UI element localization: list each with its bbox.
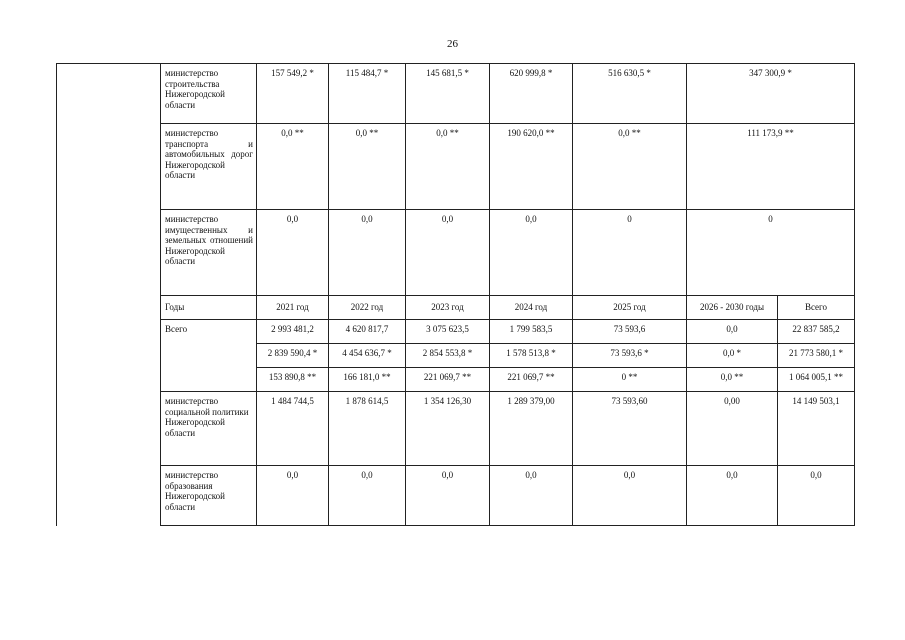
header-2025: 2025 год [573, 296, 687, 320]
header-2024: 2024 год [490, 296, 573, 320]
cell-2021: 0,0 [257, 466, 329, 526]
cell-2022: 166 181,0 ** [329, 368, 406, 392]
cell-total: 22 837 585,2 [778, 320, 855, 344]
cell-2026-2030: 347 300,9 * [687, 64, 855, 124]
cell-2024: 0,0 [490, 466, 573, 526]
cell-2021: 0,0 ** [257, 124, 329, 210]
cell-total: 1 064 005,1 ** [778, 368, 855, 392]
cell-2024: 1 578 513,8 * [490, 344, 573, 368]
cell-2023: 0,0 ** [406, 124, 490, 210]
row-label: министерство имущественных и земельных отношений Нижегородской области [161, 210, 257, 296]
cell-2025: 516 630,5 * [573, 64, 687, 124]
header-2022: 2022 год [329, 296, 406, 320]
cell-2021: 2 839 590,4 * [257, 344, 329, 368]
cell-2024: 1 289 379,00 [490, 392, 573, 466]
cell-2022: 0,0 [329, 210, 406, 296]
cell-2023: 0,0 [406, 466, 490, 526]
cell-2025: 0 ** [573, 368, 687, 392]
cell-2022: 0,0 [329, 466, 406, 526]
cell-2025: 73 593,60 [573, 392, 687, 466]
cell-2021: 2 993 481,2 [257, 320, 329, 344]
cell-2024: 221 069,7 ** [490, 368, 573, 392]
cell-2026-2030: 0,00 [687, 392, 778, 466]
cell-2025: 73 593,6 * [573, 344, 687, 368]
header-years-label: Годы [161, 296, 257, 320]
header-2021: 2021 год [257, 296, 329, 320]
row-label-total: Всего [161, 320, 257, 392]
cell-2022: 4 620 817,7 [329, 320, 406, 344]
cell-2026-2030: 0,0 ** [687, 368, 778, 392]
cell-2025: 0 [573, 210, 687, 296]
header-2023: 2023 год [406, 296, 490, 320]
row-total-star [161, 344, 855, 368]
cell-2026-2030: 111 173,9 ** [687, 124, 855, 210]
cell-total: 0,0 [778, 466, 855, 526]
cell-2021: 1 484 744,5 [257, 392, 329, 466]
cell-2022: 4 454 636,7 * [329, 344, 406, 368]
cell-2021: 157 549,2 * [257, 64, 329, 124]
page-number: 26 [447, 38, 458, 50]
cell-2026-2030: 0,0 [687, 466, 778, 526]
budget-table [160, 63, 855, 526]
cell-2024: 190 620,0 ** [490, 124, 573, 210]
cell-total: 21 773 580,1 * [778, 344, 855, 368]
row-label: министерство строительства Нижегородской области [161, 64, 257, 124]
row-label: министерство транспорта и автомобильных дорог Нижегородской области [161, 124, 257, 210]
left-merged-column [56, 63, 161, 526]
cell-2026-2030: 0,0 [687, 320, 778, 344]
row-label: министерство социальной политики Нижегородской области [161, 392, 257, 466]
cell-2021: 0,0 [257, 210, 329, 296]
cell-2022: 1 878 614,5 [329, 392, 406, 466]
cell-2023: 145 681,5 * [406, 64, 490, 124]
cell-2023: 1 354 126,30 [406, 392, 490, 466]
cell-2024: 620 999,8 * [490, 64, 573, 124]
row-ministry-transport [161, 124, 855, 210]
cell-total: 14 149 503,1 [778, 392, 855, 466]
row-ministry-construction [161, 64, 855, 124]
cell-2026-2030: 0 [687, 210, 855, 296]
header-2026-2030: 2026 - 2030 годы [687, 296, 778, 320]
cell-2025: 0,0 [573, 466, 687, 526]
cell-2023: 0,0 [406, 210, 490, 296]
cell-2023: 2 854 553,8 * [406, 344, 490, 368]
cell-2022: 115 484,7 * [329, 64, 406, 124]
cell-2021: 153 890,8 ** [257, 368, 329, 392]
cell-2022: 0,0 ** [329, 124, 406, 210]
cell-2026-2030: 0,0 * [687, 344, 778, 368]
cell-2024: 1 799 583,5 [490, 320, 573, 344]
row-ministry-social [161, 392, 855, 466]
row-ministry-education [161, 466, 855, 526]
cell-2023: 3 075 623,5 [406, 320, 490, 344]
cell-2025: 73 593,6 [573, 320, 687, 344]
cell-2023: 221 069,7 ** [406, 368, 490, 392]
cell-2025: 0,0 ** [573, 124, 687, 210]
cell-2024: 0,0 [490, 210, 573, 296]
row-ministry-property [161, 210, 855, 296]
header-total: Всего [778, 296, 855, 320]
row-label: министерство образования Нижегородской области [161, 466, 257, 526]
row-years-header [161, 296, 855, 320]
row-total-all [161, 320, 855, 344]
row-total-doublestar [161, 368, 855, 392]
